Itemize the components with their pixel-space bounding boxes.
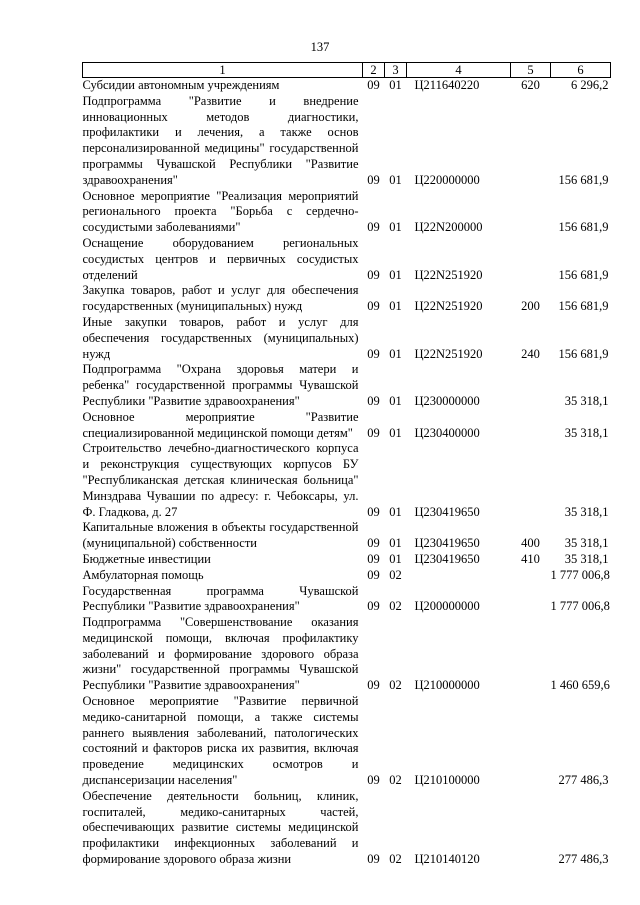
row-subsection: 01: [389, 551, 402, 566]
row-target-code: Ц210000000: [414, 678, 480, 693]
table-row: [83, 694, 611, 789]
row-expense-type: [511, 789, 551, 868]
row-subsection: 01: [389, 536, 402, 551]
budget-table-container: [82, 62, 610, 868]
row-name: Амбулаторная помощь: [82, 567, 204, 582]
row-amount: 1 460 659,6: [550, 678, 610, 693]
table-row: [83, 362, 611, 409]
table-row: [83, 584, 611, 616]
row-name: Подпрограмма "Совершенствование оказания медицинской помощи, включая профилактику заболеваний и формирование здорового образа жизни" государственной программы Чувашской Республики "Развитие здравоохранения": [82, 615, 359, 693]
header-col-1: 1: [83, 63, 363, 78]
row-amount: 156 681,9: [558, 220, 609, 235]
row-expense-type: [511, 694, 551, 789]
row-name: Субсидии автономным учреждениям: [82, 78, 280, 92]
row-amount: 156 681,9: [558, 267, 609, 282]
row-name: Иные закупки товаров, работ и услуг для обеспечения государственных (муниципальных) нужд: [82, 314, 359, 361]
row-expense-type: 200: [521, 299, 540, 314]
table-row: [83, 189, 611, 236]
table-row: [83, 283, 611, 315]
row-amount: 277 486,3: [558, 773, 609, 788]
row-name: Бюджетные инвестиции: [82, 551, 211, 566]
table-row: [83, 94, 611, 189]
row-subsection: 01: [389, 425, 402, 440]
row-expense-type: [511, 568, 551, 584]
header-col-5: 5: [511, 63, 551, 78]
table-row: [83, 78, 611, 94]
row-section: 09: [367, 551, 380, 566]
row-target-code: Ц230419650: [414, 551, 480, 566]
row-section: 09: [367, 599, 380, 614]
row-name: Основное мероприятие "Развитие специализированной медицинской помощи детям": [82, 409, 359, 440]
row-section: 09: [367, 78, 380, 92]
row-subsection: 02: [389, 599, 402, 614]
row-subsection: 01: [389, 220, 402, 235]
row-section: 09: [367, 567, 380, 582]
budget-table: [82, 62, 611, 868]
row-section: 09: [367, 393, 380, 408]
row-subsection: 01: [389, 78, 402, 92]
row-expense-type: [511, 189, 551, 236]
row-expense-type: 410: [521, 551, 540, 566]
row-amount: 156 681,9: [558, 172, 609, 187]
table-row: [83, 615, 611, 694]
row-subsection: 02: [389, 852, 402, 867]
row-target-code: Ц230000000: [414, 393, 480, 408]
row-section: 09: [367, 504, 380, 519]
page-number: 137: [310, 40, 330, 54]
row-target-code: Ц211640220: [414, 78, 480, 92]
row-amount: 35 318,1: [564, 425, 609, 440]
row-amount: 35 318,1: [564, 504, 609, 519]
row-subsection: 02: [389, 567, 402, 582]
row-amount: 35 318,1: [564, 551, 609, 566]
table-body: [83, 78, 611, 868]
row-section: 09: [367, 773, 380, 788]
row-name: Оснащение оборудованием региональных сосудистых центров и первичных сосудистых отделений: [82, 235, 359, 282]
row-name: Основное мероприятие "Развитие первичной медико-санитарной помощи, а также системы раннего выявления заболеваний, патологических состояний и факторов риска их развития, включая проведение медицинских осмотров и диспансеризации населения": [82, 694, 359, 788]
table-row: [83, 520, 611, 552]
row-name: Закупка товаров, работ и услуг для обеспечения государственных (муниципальных) нужд: [82, 283, 359, 314]
row-name: Обеспечение деятельности больниц, клиник, госпиталей, медико-санитарных частей, обеспечивающих развитие системы медицинской профилактики инфекционных заболеваний и формирование здорового образа жизни: [82, 788, 359, 867]
row-section: 09: [367, 852, 380, 867]
row-section: 09: [367, 536, 380, 551]
row-expense-type: [511, 441, 551, 520]
row-expense-type: [511, 94, 551, 189]
row-name: Капитальные вложения в объекты государственной (муниципальной) собственности: [82, 520, 359, 551]
row-subsection: 01: [389, 504, 402, 519]
row-name: Подпрограмма "Развитие и внедрение инновационных методов диагностики, профилактики и лечения, а также основ персонализированной медицины" государственной программы Чувашской Республики "Развитие здравоохранения": [82, 93, 359, 187]
row-amount: 1 777 006,8: [550, 599, 610, 614]
row-name: Строительство лечебно-диагностического корпуса и реконструкция существующих корпусов БУ "Республиканская детская клиническая больница" Минздрава Чувашии по адресу: г. Чебоксары, ул. Ф. Гладкова, д. 27: [82, 441, 359, 519]
row-target-code: Ц230419650: [414, 504, 480, 519]
row-target-code: Ц22N251920: [414, 299, 483, 314]
row-amount: 1 777 006,8: [550, 567, 610, 582]
row-target-code: Ц200000000: [414, 599, 480, 614]
table-header: [83, 63, 611, 78]
header-col-6: 6: [551, 63, 611, 78]
table-row: [83, 568, 611, 584]
row-expense-type: 400: [521, 536, 540, 551]
row-section: 09: [367, 172, 380, 187]
row-amount: 35 318,1: [564, 536, 609, 551]
row-target-code: Ц210140120: [414, 852, 480, 867]
table-row: [83, 236, 611, 283]
row-amount: 35 318,1: [564, 393, 609, 408]
table-row: [83, 789, 611, 868]
row-target-code: Ц22N251920: [414, 267, 483, 282]
row-target-code: Ц22N200000: [414, 220, 483, 235]
row-amount: 156 681,9: [558, 299, 609, 314]
header-col-4: 4: [407, 63, 511, 78]
row-target-code: Ц230400000: [414, 425, 480, 440]
table-row: [83, 315, 611, 362]
row-expense-type: 620: [521, 78, 540, 92]
row-subsection: 01: [389, 267, 402, 282]
table-row: [83, 441, 611, 520]
row-section: 09: [367, 678, 380, 693]
row-target-code: Ц220000000: [414, 172, 480, 187]
row-expense-type: [511, 410, 551, 442]
row-amount: 277 486,3: [558, 852, 609, 867]
row-section: 09: [367, 220, 380, 235]
header-row: [83, 63, 611, 78]
row-section: 09: [367, 267, 380, 282]
row-section: 09: [367, 425, 380, 440]
row-subsection: 01: [389, 346, 402, 361]
row-name: Подпрограмма "Охрана здоровья матери и ребенка" государственной программы Чувашской Республики "Развитие здравоохранения": [82, 362, 359, 408]
row-name: Основное мероприятие "Реализация мероприятий регионального проекта "Борьба с сердечно-сосудистыми заболеваниями": [82, 188, 359, 235]
row-target-code: Ц210100000: [414, 773, 480, 788]
row-expense-type: 240: [521, 346, 540, 361]
header-col-2: 2: [363, 63, 385, 78]
row-section: 09: [367, 346, 380, 361]
row-amount: 156 681,9: [558, 346, 609, 361]
row-expense-type: [511, 584, 551, 616]
row-expense-type: [511, 236, 551, 283]
row-subsection: 01: [389, 393, 402, 408]
table-row: [83, 552, 611, 568]
row-subsection: 02: [389, 773, 402, 788]
row-expense-type: [511, 615, 551, 694]
row-target-code: [407, 568, 511, 584]
row-subsection: 01: [389, 299, 402, 314]
row-section: 09: [367, 299, 380, 314]
row-expense-type: [511, 362, 551, 409]
row-subsection: 01: [389, 172, 402, 187]
row-target-code: Ц22N251920: [414, 346, 483, 361]
row-subsection: 02: [389, 678, 402, 693]
row-amount: 6 296,2: [571, 78, 609, 92]
row-name: Государственная программа Чувашской Республики "Развитие здравоохранения": [82, 583, 359, 614]
table-row: [83, 410, 611, 442]
header-col-3: 3: [385, 63, 407, 78]
row-target-code: Ц230419650: [414, 536, 480, 551]
